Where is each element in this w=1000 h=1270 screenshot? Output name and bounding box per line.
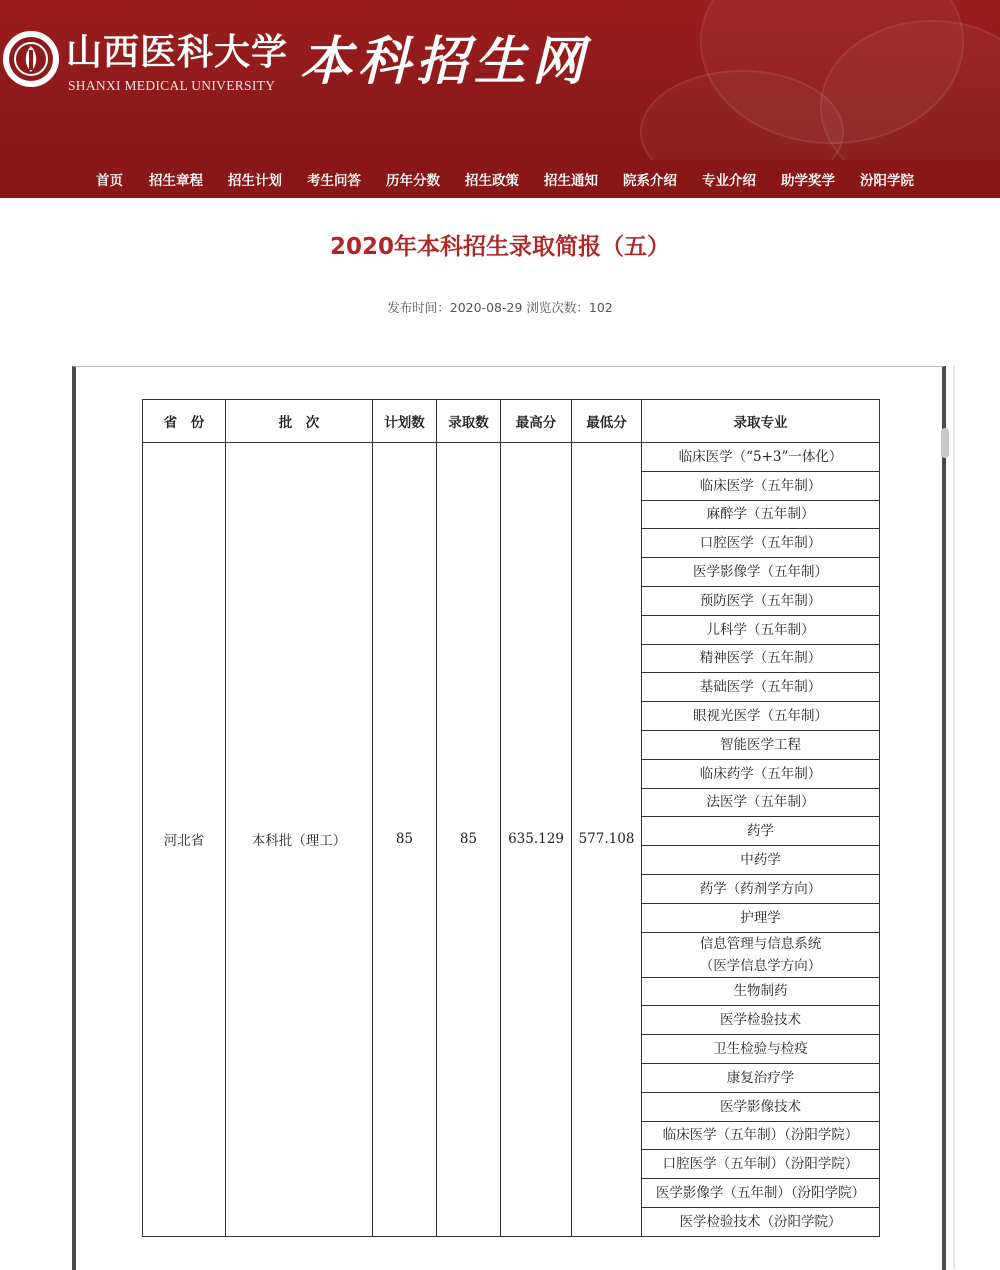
header-banner: [0, 0, 1000, 160]
university-seal-icon[interactable]: [2, 30, 60, 88]
article-title: 2020年本科招生录取简报（五）: [329, 234, 670, 260]
header-admitted: 录取数: [437, 400, 501, 443]
cell-major: 中药学: [642, 846, 880, 875]
cell-major: 临床医学（五年制）: [642, 471, 880, 500]
nav-item-past-scores[interactable]: 历年分数: [386, 173, 440, 189]
main-nav: [0, 160, 1000, 198]
cell-major: 口腔医学（五年制）: [642, 529, 880, 558]
cell-major: 智能医学工程: [642, 730, 880, 759]
nav-item-scholarships[interactable]: 助学奖学: [781, 173, 835, 189]
cell-major: 基础医学（五年制）: [642, 673, 880, 702]
cell-province: 河北省: [143, 443, 226, 1237]
table-row: [143, 443, 880, 472]
major-line: （医学信息学方向）: [699, 957, 822, 974]
nav-item-admission-plan[interactable]: 招生计划: [228, 173, 282, 189]
cell-major: 口腔医学（五年制）（汾阳学院）: [642, 1150, 880, 1179]
cell-major: 药学: [642, 817, 880, 846]
cell-major: 预防医学（五年制）: [642, 586, 880, 615]
cell-major: 临床药学（五年制）: [642, 759, 880, 788]
header-province: 省 份: [143, 400, 226, 443]
header-min-score: 最低分: [572, 400, 642, 443]
cell-batch: 本科批（理工）: [226, 443, 373, 1237]
cell-min-score: 577.108: [572, 443, 642, 1237]
university-name-cn[interactable]: 山西医科大学: [66, 31, 289, 73]
header-majors: 录取专业: [642, 400, 880, 443]
nav-item-fenyang-college[interactable]: 汾阳学院: [860, 173, 914, 189]
cell-major: 卫生检验与检疫: [642, 1035, 880, 1064]
nav-item-departments[interactable]: 院系介绍: [623, 173, 677, 189]
table-header-row: [143, 400, 880, 443]
cell-major: 康复治疗学: [642, 1063, 880, 1092]
nav-item-majors[interactable]: 专业介绍: [702, 173, 756, 189]
cell-major: 药学（药剂学方向）: [642, 874, 880, 903]
cell-major: 精神医学（五年制）: [642, 644, 880, 673]
nav-item-home[interactable]: 首页: [96, 173, 123, 189]
cell-major: 护理学: [642, 903, 880, 932]
cell-major: 医学影像学（五年制）: [642, 558, 880, 587]
nav-item-faq[interactable]: 考生问答: [307, 173, 361, 189]
cell-major: 临床医学（“5+3”一体化）: [642, 443, 880, 472]
article-meta: 发布时间：2020-08-29 浏览次数：102: [387, 300, 613, 315]
cell-major: 临床医学（五年制）（汾阳学院）: [642, 1121, 880, 1150]
cell-major: 医学影像学（五年制）（汾阳学院）: [642, 1179, 880, 1208]
site-title[interactable]: 本科招生网: [300, 31, 591, 92]
cell-major: [642, 932, 880, 977]
university-name-en: SHANXI MEDICAL UNIVERSITY: [68, 78, 276, 93]
nav-item-policy[interactable]: 招生政策: [465, 173, 519, 189]
scrollbar-thumb[interactable]: [941, 428, 949, 458]
cell-max-score: 635.129: [501, 443, 572, 1237]
header-max-score: 最高分: [501, 400, 572, 443]
cell-major: 医学影像技术: [642, 1092, 880, 1121]
cell-major: 麻醉学（五年制）: [642, 500, 880, 529]
admission-table: [142, 399, 880, 1237]
header-plan: 计划数: [373, 400, 437, 443]
cell-major: 法医学（五年制）: [642, 788, 880, 817]
nav-item-notices[interactable]: 招生通知: [544, 173, 598, 189]
cell-major: 儿科学（五年制）: [642, 615, 880, 644]
cell-major: 生物制药: [642, 977, 880, 1006]
cell-major: 医学检验技术: [642, 1006, 880, 1035]
header-batch: 批 次: [226, 400, 373, 443]
cell-major: 医学检验技术（汾阳学院）: [642, 1207, 880, 1236]
nav-item-admission-charter[interactable]: 招生章程: [149, 173, 203, 189]
frame-edge: [953, 366, 955, 1269]
major-line: 信息管理与信息系统: [699, 935, 822, 952]
cell-major: 眼视光医学（五年制）: [642, 702, 880, 731]
cell-admitted: 85: [437, 443, 501, 1237]
cell-plan: 85: [373, 443, 437, 1237]
